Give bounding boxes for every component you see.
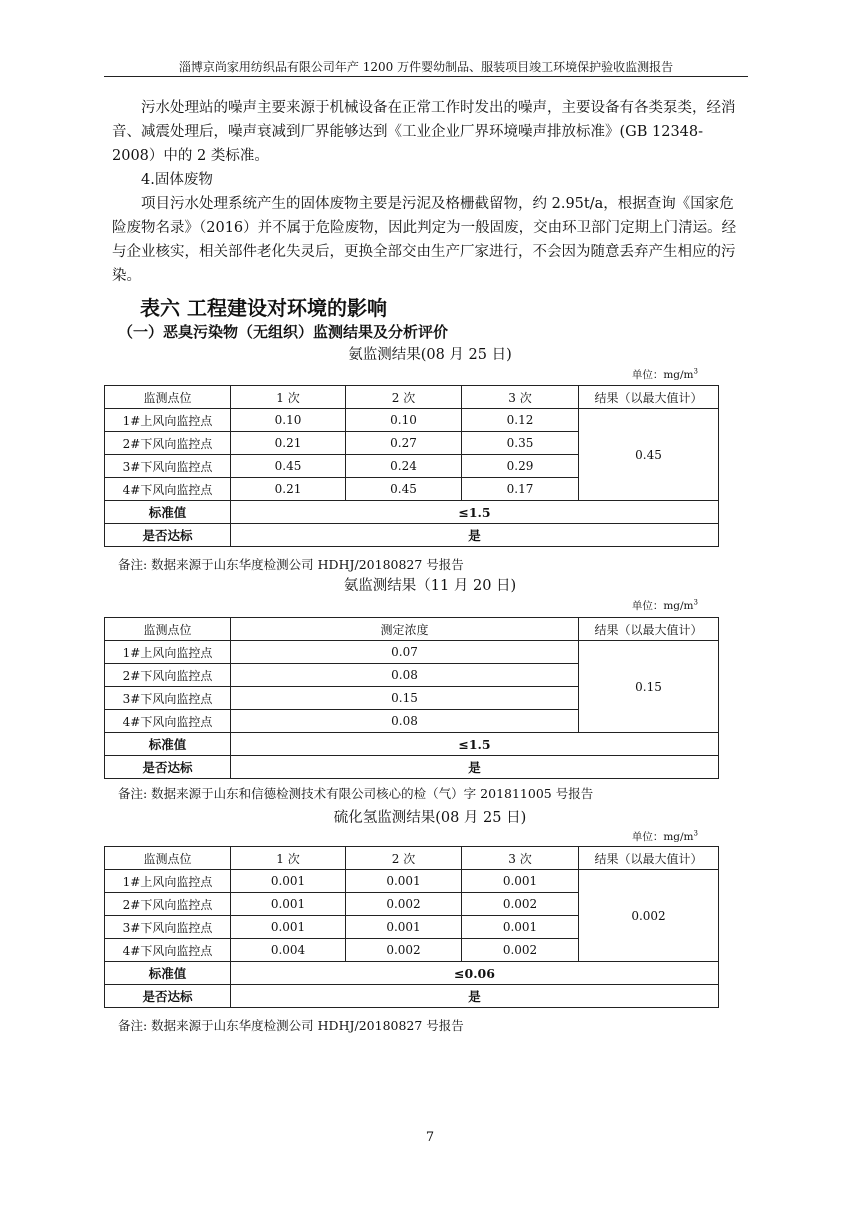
table2-caption: 氨监测结果（11 月 20 日) — [343, 578, 517, 594]
table-row — [105, 409, 719, 432]
compliance-value: 是 — [231, 756, 719, 779]
table2-unit: 单位：$mg/m^3$ — [631, 598, 698, 612]
compliance-row — [105, 985, 719, 1008]
table-cell: 0.001 — [346, 870, 462, 893]
header-cell: 结果（以最大值计） — [579, 618, 719, 641]
table-cell: 4#下风向监控点 — [105, 710, 231, 733]
table-cell: 0.07 — [231, 641, 579, 664]
table3 — [104, 846, 719, 1008]
header-cell: 监测点位 — [105, 847, 231, 870]
table-cell: 0.002 — [462, 939, 579, 962]
table-cell: 0.10 — [231, 409, 346, 432]
standard-label: 标准值 — [105, 962, 231, 985]
section-title: 表六 工程建设对环境的影响 — [140, 296, 387, 320]
table-cell: 0.002 — [462, 893, 579, 916]
table2 — [104, 617, 719, 779]
header-cell: 1 次 — [231, 847, 346, 870]
table3-caption: 硫化氢监测结果(08 月 25 日) — [333, 810, 527, 826]
page-header: 淄博京尚家用纺织品有限公司年产 1200 万件婴幼制品、服装项目竣工环境保护验收监测报告 — [104, 60, 748, 77]
compliance-row — [105, 524, 719, 547]
table1-note: 备注: 数据来源于山东华度检测公司 HDHJ/20180827 号报告 — [118, 557, 464, 572]
table-cell: 0.001 — [462, 870, 579, 893]
header-cell: 3 次 — [462, 386, 579, 409]
table-cell: 0.004 — [231, 939, 346, 962]
header-cell: 监测点位 — [105, 386, 231, 409]
table-cell: 0.12 — [462, 409, 579, 432]
table-cell: 1#上风向监控点 — [105, 641, 231, 664]
table-cell: 0.002 — [346, 893, 462, 916]
table-cell: 3#下风向监控点 — [105, 455, 231, 478]
standard-row — [105, 501, 719, 524]
standard-row — [105, 733, 719, 756]
table-cell: 0.10 — [346, 409, 462, 432]
header-cell: 2 次 — [346, 847, 462, 870]
table-cell: 4#下风向监控点 — [105, 939, 231, 962]
table-cell: 0.001 — [231, 916, 346, 939]
table-cell: 1#上风向监控点 — [105, 870, 231, 893]
sub-title: （一）恶臭污染物（无组织）监测结果及分析评价 — [118, 323, 449, 341]
compliance-value: 是 — [231, 985, 719, 1008]
table-cell: 0.08 — [231, 664, 579, 687]
table-cell: 0.001 — [346, 916, 462, 939]
table-header-row — [105, 847, 719, 870]
table3-unit: 单位：$mg/m^3$ — [631, 829, 698, 843]
standard-label: 标准值 — [105, 501, 231, 524]
table-row — [105, 870, 719, 893]
header-cell: 结果（以最大值计） — [579, 847, 719, 870]
compliance-value: 是 — [231, 524, 719, 547]
header-cell: 3 次 — [462, 847, 579, 870]
table-cell: 0.17 — [462, 478, 579, 501]
standard-value: ≤0.06 — [231, 962, 719, 985]
table1 — [104, 385, 719, 547]
header-cell: 2 次 — [346, 386, 462, 409]
standard-row — [105, 962, 719, 985]
table-cell: 0.45 — [346, 478, 462, 501]
body-text — [112, 96, 740, 288]
table-header-row — [105, 618, 719, 641]
table-cell: 2#下风向监控点 — [105, 432, 231, 455]
table-header-row — [105, 386, 719, 409]
header-cell: 结果（以最大值计） — [579, 386, 719, 409]
table1-caption: 氨监测结果(08 月 25 日) — [348, 347, 512, 363]
result-cell: 0.002 — [579, 870, 719, 962]
compliance-label: 是否达标 — [105, 756, 231, 779]
page-number: 7 — [425, 1130, 435, 1145]
table-cell: 0.27 — [346, 432, 462, 455]
table-cell: 0.35 — [462, 432, 579, 455]
table3-note: 备注: 数据来源于山东华度检测公司 HDHJ/20180827 号报告 — [118, 1018, 464, 1033]
table-cell: 1#上风向监控点 — [105, 409, 231, 432]
standard-label: 标准值 — [105, 733, 231, 756]
compliance-label: 是否达标 — [105, 524, 231, 547]
compliance-label: 是否达标 — [105, 985, 231, 1008]
table-cell: 4#下风向监控点 — [105, 478, 231, 501]
heading-solid-waste: 4.固体废物 — [141, 172, 213, 188]
header-cell: 1 次 — [231, 386, 346, 409]
table-cell: 0.15 — [231, 687, 579, 710]
standard-value: ≤1.5 — [231, 501, 719, 524]
paragraph-noise: 污水处理站的噪声主要来源于机械设备在正常工作时发出的噪声，主要设备有各类泵类，经消音、减震处理后，噪声衰减到厂界能够达到《工业企业厂界环境噪声排放标准》(GB 12348-2008）中的 2 类标准。 — [112, 100, 736, 164]
table-cell: 3#下风向监控点 — [105, 916, 231, 939]
table-cell: 0.002 — [346, 939, 462, 962]
compliance-row — [105, 756, 719, 779]
table-cell: 2#下风向监控点 — [105, 893, 231, 916]
table2-note: 备注: 数据来源于山东和信德检测技术有限公司核心的检（气）字 201811005 号报告 — [118, 786, 594, 801]
table1-unit: 单位：$mg/m^3$ — [631, 367, 698, 381]
result-cell: 0.45 — [579, 409, 719, 501]
table-cell: 0.001 — [231, 870, 346, 893]
table-cell: 0.24 — [346, 455, 462, 478]
table-cell: 0.001 — [462, 916, 579, 939]
table-row — [105, 641, 719, 664]
header-cell: 测定浓度 — [231, 618, 579, 641]
table-cell: 0.08 — [231, 710, 579, 733]
table-cell: 0.21 — [231, 478, 346, 501]
table-cell: 3#下风向监控点 — [105, 687, 231, 710]
table-cell: 0.29 — [462, 455, 579, 478]
table-cell: 0.45 — [231, 455, 346, 478]
result-cell: 0.15 — [579, 641, 719, 733]
standard-value: ≤1.5 — [231, 733, 719, 756]
header-cell: 监测点位 — [105, 618, 231, 641]
table-cell: 2#下风向监控点 — [105, 664, 231, 687]
table-cell: 0.21 — [231, 432, 346, 455]
paragraph-solid-waste: 项目污水处理系统产生的固体废物主要是污泥及格栅截留物，约 2.95t/a，根据查询《国家危险废物名录》（2016）并不属于危险废物，因此判定为一般固废，交由环卫部门定期上门清运。经与企业核实，相关部件老化失灵后，更换全部交由生产厂家进行，不会因为随意丢弃产生相应的污染。 — [112, 196, 737, 284]
table-cell: 0.001 — [231, 893, 346, 916]
